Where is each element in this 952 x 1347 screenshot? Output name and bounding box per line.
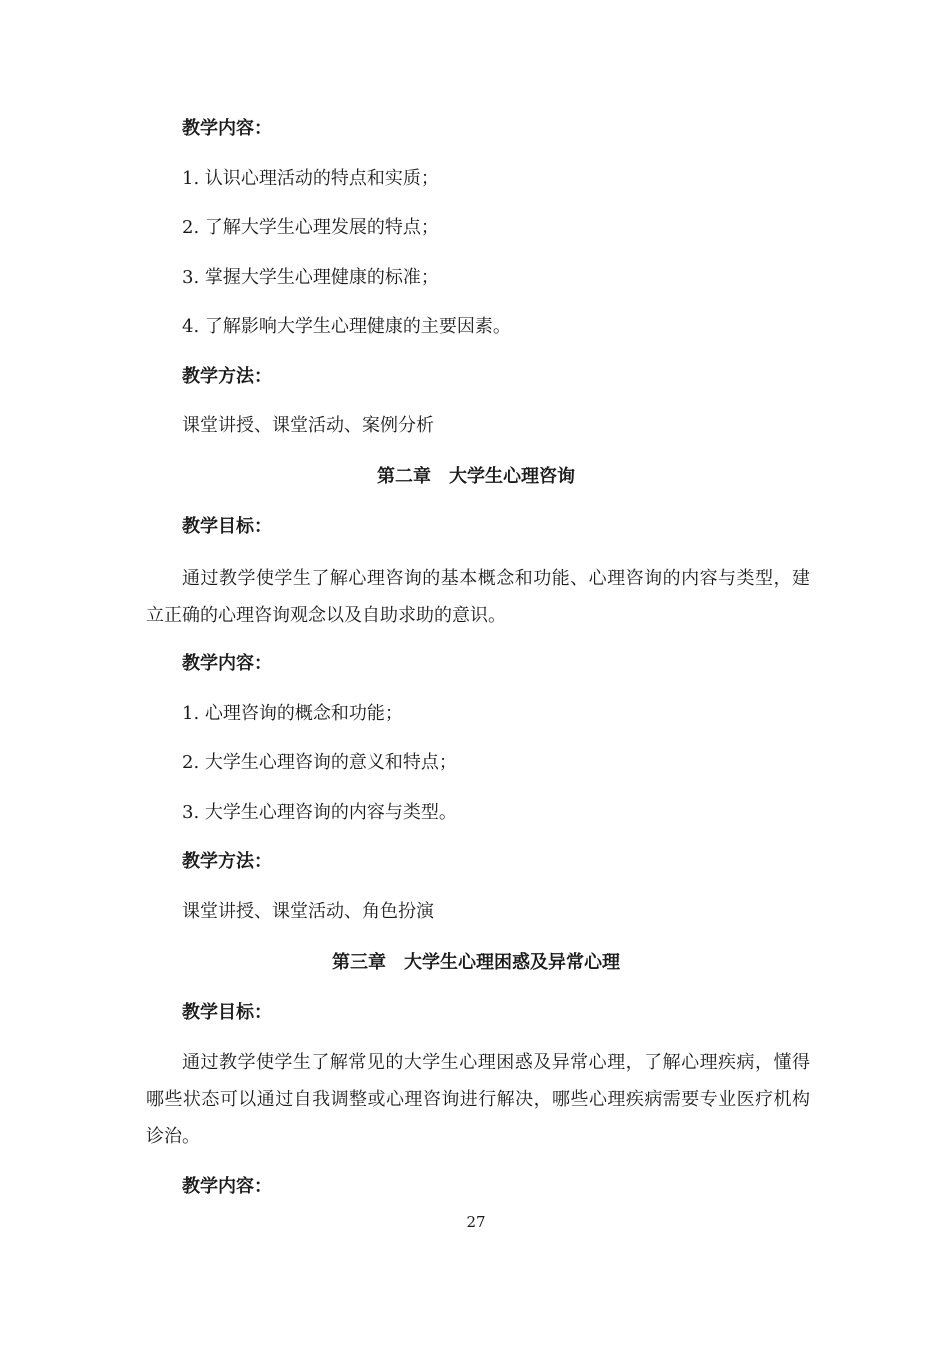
content-heading-2: 教学内容：: [182, 653, 272, 674]
goal-text-2: 通过教学使学生了解心理咨询的基本概念和功能、心理咨询的内容与类型，建立正确的心理咨询观念以及自助求助的意识。: [146, 568, 810, 626]
content-heading-1: 教学内容：: [182, 118, 272, 139]
method-heading-2: 教学方法：: [182, 851, 272, 872]
ch1-item-1: 1. 认识心理活动的特点和实质；: [182, 168, 439, 189]
chapter2-title: 第二章 大学生心理咨询: [377, 466, 575, 487]
page-number: 27: [466, 1213, 486, 1231]
ch1-item-3: 3. 掌握大学生心理健康的标准；: [182, 267, 439, 288]
goal-text-3: 通过教学使学生了解常见的大学生心理困惑及异常心理，了解心理疾病，懂得哪些状态可以通过自我调整或心理咨询进行解决，哪些心理疾病需要专业医疗机构诊治。: [146, 1052, 810, 1147]
method-heading-1: 教学方法：: [182, 366, 272, 387]
goal-heading-3: 教学目标：: [182, 1002, 272, 1023]
method-text-2: 课堂讲授、课堂活动、角色扮演: [182, 901, 434, 922]
goal-heading-2: 教学目标：: [182, 516, 272, 537]
ch2-item-3: 3. 大学生心理咨询的内容与类型。: [182, 802, 457, 823]
ch2-item-1: 1. 心理咨询的概念和功能；: [182, 703, 403, 724]
ch1-item-2: 2. 了解大学生心理发展的特点；: [182, 217, 439, 238]
chapter3-title: 第三章 大学生心理困惑及异常心理: [332, 952, 620, 973]
ch2-item-2: 2. 大学生心理咨询的意义和特点；: [182, 752, 457, 773]
method-text-1: 课堂讲授、课堂活动、案例分析: [182, 415, 434, 436]
ch1-item-4: 4. 了解影响大学生心理健康的主要因素。: [182, 316, 511, 337]
content-heading-3: 教学内容：: [182, 1176, 272, 1197]
